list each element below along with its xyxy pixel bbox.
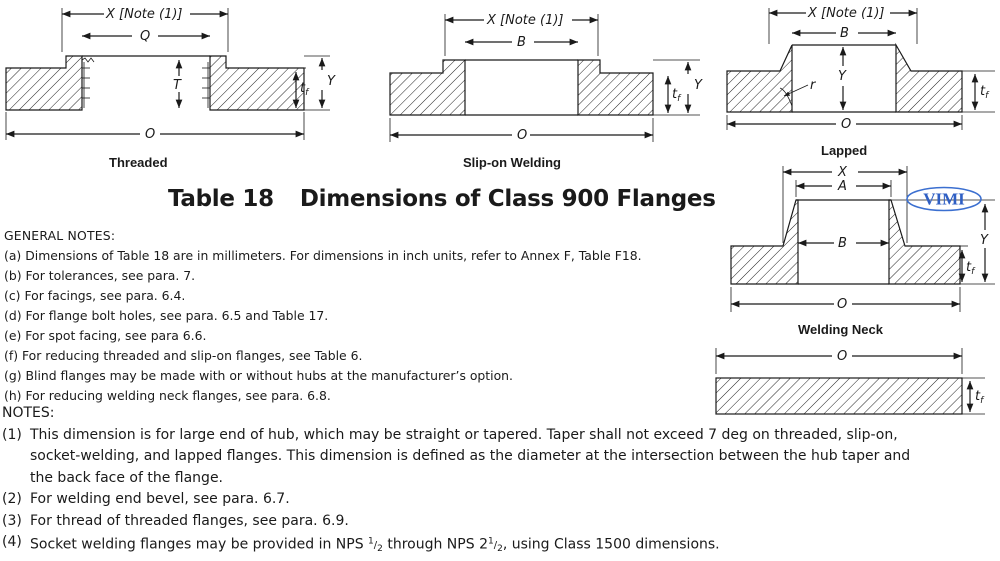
lapped-tf-label: $t_f$ xyxy=(980,84,989,101)
note-label: (2) xyxy=(2,491,22,507)
table-number: Table 18 xyxy=(168,186,274,212)
general-note-text: For facings, see para. 6.4. xyxy=(24,288,186,303)
general-note-item xyxy=(4,266,642,286)
slip-on-b-label: B xyxy=(517,35,526,50)
general-note-label: (e) xyxy=(4,328,22,343)
table-title xyxy=(168,186,716,212)
general-note-item xyxy=(4,366,642,386)
note-text: For thread of threaded flanges, see para. 6.9. xyxy=(30,512,349,529)
general-notes-heading: GENERAL NOTES: xyxy=(4,228,116,243)
welding-neck-a-label: A xyxy=(838,179,847,194)
general-note-text: Dimensions of Table 18 are in millimeters. For dimensions in inch units, refer to Annex F, Table F18. xyxy=(25,248,642,263)
general-note-text: Blind flanges may be made with or without hubs at the manufacturer’s option. xyxy=(25,368,513,383)
threaded-x-label: X [Note (1)] xyxy=(106,7,183,22)
note-item xyxy=(2,511,932,533)
slip-on-x-label: X [Note (1)] xyxy=(487,13,564,28)
table-title-text: Dimensions of Class 900 Flanges xyxy=(299,186,716,212)
notes-heading: NOTES: xyxy=(2,405,55,421)
blind-o-label: O xyxy=(837,349,848,364)
welding-neck-x-label: X xyxy=(838,165,847,180)
general-note-item xyxy=(4,346,642,366)
general-note-item xyxy=(4,286,642,306)
lapped-b-label: B xyxy=(840,26,849,41)
welding-neck-b-label: B xyxy=(838,236,847,251)
threaded-tf-label: $t_f$ xyxy=(300,81,309,98)
general-note-label: (a) xyxy=(4,248,22,263)
threaded-o-label: O xyxy=(145,127,156,142)
general-note-text: For tolerances, see para. 7. xyxy=(25,268,196,283)
general-note-label: (b) xyxy=(4,268,22,283)
threaded-q-label: Q xyxy=(140,29,151,44)
general-note-label: (h) xyxy=(4,388,22,403)
lapped-y-label: Y xyxy=(838,69,846,84)
general-note-text: For spot facing, see para 6.6. xyxy=(25,328,207,343)
note-text: This dimension is for large end of hub, which may be straight or tapered. Taper shall not exceed 7 deg on threaded, slip-on, socket-welding, and lapped flanges. This dimension is defined as the diameter at the intersection between the hub taper and the back face of the flange. xyxy=(30,426,911,486)
general-note-label: (c) xyxy=(4,288,21,303)
note-label: (3) xyxy=(2,512,22,529)
note-item xyxy=(2,489,932,511)
general-note-text: For flange bolt holes, see para. 6.5 and Table 17. xyxy=(25,308,329,323)
slip-on-o-label: O xyxy=(517,128,528,143)
lapped-r-label: r xyxy=(810,78,816,93)
welding-neck-y-label: Y xyxy=(980,233,988,248)
vimi-watermark xyxy=(905,186,983,212)
lapped-caption: Lapped xyxy=(821,143,868,158)
threaded-caption: Threaded xyxy=(109,155,168,170)
notes-section xyxy=(2,403,932,561)
general-note-label: (g) xyxy=(4,368,22,383)
note-label: (4) xyxy=(2,534,22,550)
lapped-x-label: X [Note (1)] xyxy=(808,6,885,21)
lapped-flange-drawing xyxy=(727,8,995,130)
lapped-o-label: O xyxy=(841,117,852,132)
note-text: Socket welding flanges may be provided in NPS $^1/_2$ through NPS $2^1/_2$, using Class 1500 dimensions. xyxy=(30,536,720,555)
slip-on-caption: Slip-on Welding xyxy=(463,155,561,170)
general-note-text: For reducing threaded and slip-on flanges, see Table 6. xyxy=(21,348,363,363)
general-notes xyxy=(4,226,642,406)
general-note-item xyxy=(4,306,642,326)
general-note-text: For reducing welding neck flanges, see para. 6.8. xyxy=(25,388,331,403)
welding-neck-tf-label: $t_f$ xyxy=(966,260,975,277)
note-item xyxy=(2,532,932,561)
note-label: (1) xyxy=(2,426,22,443)
general-note-label: (d) xyxy=(4,308,22,323)
slip-on-flange-drawing xyxy=(390,14,700,142)
threaded-t-label: T xyxy=(173,78,181,93)
threaded-flange-drawing xyxy=(6,8,330,140)
note-item xyxy=(2,425,932,490)
general-note-item xyxy=(4,326,642,346)
note-text: For welding end bevel, see para. 6.7. xyxy=(30,491,290,507)
general-note-label: (f) xyxy=(4,348,19,363)
threaded-y-label: Y xyxy=(327,74,335,89)
slip-on-y-label: Y xyxy=(694,78,702,93)
blind-tf-label: $t_f$ xyxy=(975,389,984,406)
welding-neck-o-label: O xyxy=(837,297,848,312)
welding-neck-caption: Welding Neck xyxy=(798,322,884,337)
svg-text:VIMI: VIMI xyxy=(923,189,965,209)
slip-on-tf-label: $t_f$ xyxy=(672,87,681,104)
general-note-item xyxy=(4,246,642,266)
